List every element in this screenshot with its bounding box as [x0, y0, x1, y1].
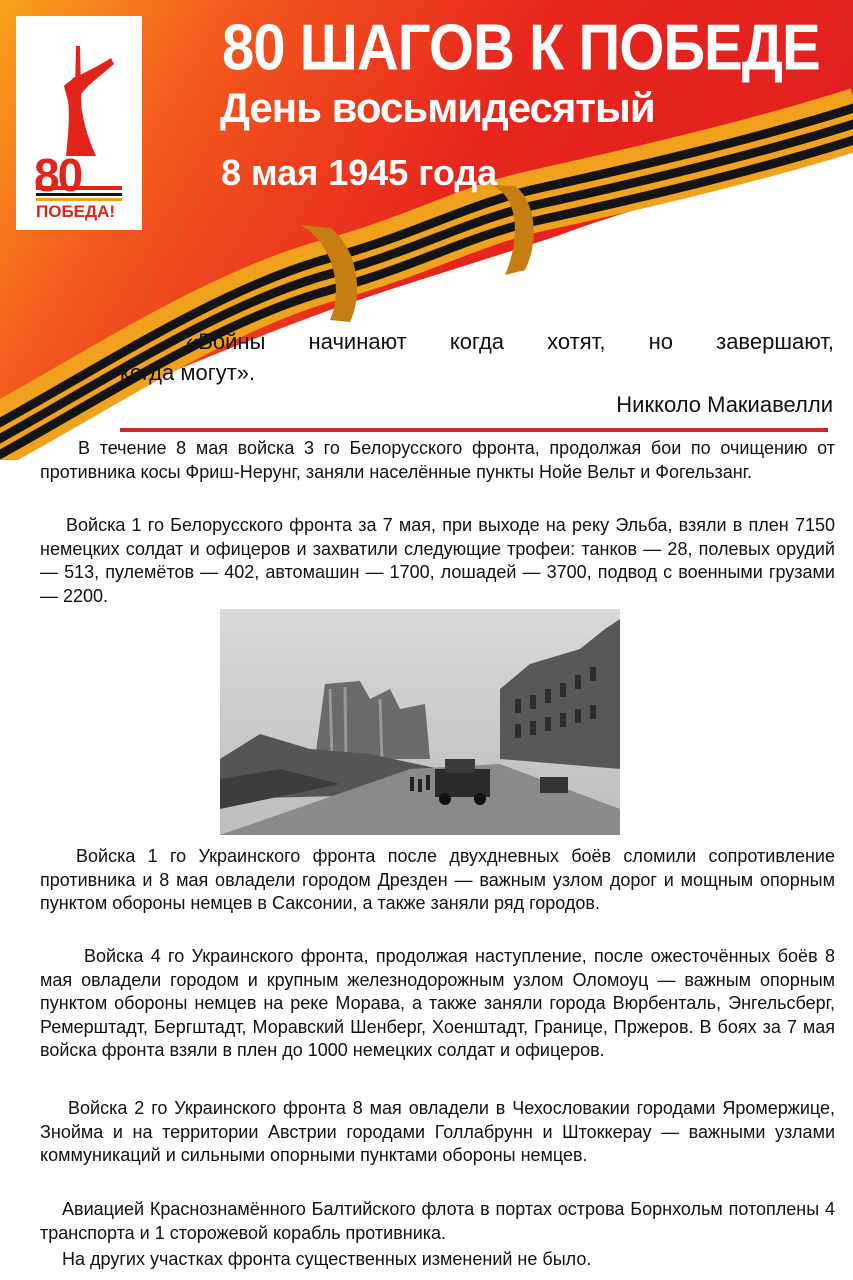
victory-80-logo	[16, 16, 142, 230]
paragraph-4: Войска 4 го Украинского фронта, продолжая наступление, после ожесточённых боёв 8 мая овладели городом и крупным железнодорожным узлом Оломоуц — важным опорным пунктом обороны немцев на реке Морава, а также заняли города Вюрбенталь, Энгельсберг, Ремерштадт, Бергштадт, Моравский Шенберг, Хоенштадт, Границе, Пржеров. В боях за 7 мая войска фронта взяли в плен до 1000 немецких солдат и офицеров.	[40, 946, 835, 1060]
war-photo	[220, 609, 620, 835]
page-title: 80 ШАГОВ К ПОБЕДЕ	[222, 11, 820, 84]
quote-line-1: «Войны начинают когда хотят, но завершают,	[186, 329, 834, 354]
page-date: 8 мая 1945 года	[221, 152, 498, 193]
page-subtitle: День восьмидесятый	[220, 84, 655, 131]
logo-number: 80	[34, 149, 82, 201]
logo-caption: ПОБЕДА!	[36, 202, 116, 221]
quote-line-2: когда могут».	[120, 360, 256, 385]
epigraph-quote	[120, 326, 834, 388]
paragraph-6: Авиацией Краснознамённого Балтийского флота в портах острова Борнхольм потоплены 4 транспорта и 1 сторожевой корабль противника.	[40, 1199, 835, 1243]
paragraph-3: Войска 1 го Украинского фронта после двухдневных боёв сломили сопротивление противника и 8 мая овладели городом Дрезден — важным узлом дорог и мощным опорным пунктом обороны немцев в Саксонии, а также заняли ряд городов.	[40, 846, 835, 913]
paragraph-7: На других участках фронта существенных изменений не было.	[62, 1249, 592, 1269]
paragraph-2: Войска 1 го Белорусского фронта за 7 мая, при выходе на реку Эльба, взяли в плен 7150 немецких солдат и офицеров и захватили следующие трофеи: танков — 28, полевых орудий — 513, пулемётов — 402, автомашин — 1700, лошадей — 3700, подвод с военными грузами — 2200.	[40, 515, 835, 606]
paragraph-5: Войска 2 го Украинского фронта 8 мая овладели в Чехословакии городами Яромержице, Знойма и на территории Австрии городами Голлабрунн и Штоккерау — важными узлами коммуникаций и сильными опорными пунктами обороны немцев.	[40, 1098, 835, 1165]
paragraph-1: В течение 8 мая войска 3 го Белорусского фронта, продолжая бои по очищению от противника косы Фриш-Нерунг, заняли населённые пункты Нойе Вельт и Фогельзанг.	[40, 438, 835, 482]
quote-author: Никколо Макиавелли	[616, 392, 833, 417]
divider	[120, 428, 828, 432]
